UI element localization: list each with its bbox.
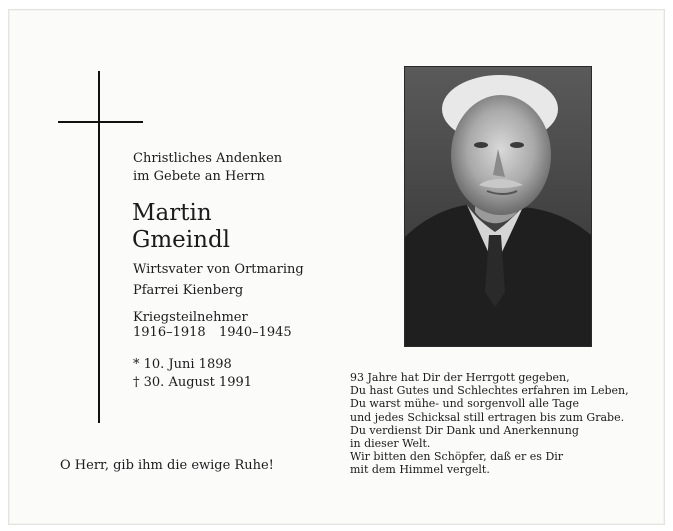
death-date: † 30. August 1991 — [133, 375, 253, 390]
header-line-1: Christliches Andenken — [133, 151, 283, 166]
poem-line: Du warst mühe- und sorgenvoll alle Tage — [350, 397, 579, 411]
service-label: Kriegsteilnehmer — [133, 310, 248, 325]
poem-line: und jedes Schicksal still ertragen bis zum Grabe. — [350, 410, 625, 424]
last-name: Gmeindl — [132, 227, 231, 253]
service-period-1: 1916–1918 — [133, 325, 206, 340]
poem-line: Du hast Gutes und Schlechtes erfahren im Leben, — [350, 384, 629, 398]
poem-line: in dieser Welt. — [350, 437, 431, 451]
portrait-photo — [404, 66, 592, 347]
poem-block — [350, 371, 629, 477]
poem-line: 93 Jahre hat Dir der Herrgott gegeben, — [350, 371, 570, 384]
parish-text: Pfarrei Kienberg — [133, 283, 244, 298]
role-text: Wirtsvater von Ortmaring — [133, 262, 304, 277]
cross-icon-horizontal — [58, 121, 143, 123]
service-period-2: 1940–1945 — [219, 325, 292, 340]
first-name: Martin — [132, 200, 212, 226]
poem-line: Du verdienst Dir Dank und Anerkennung — [350, 423, 579, 437]
prayer-text: O Herr, gib ihm die ewige Ruhe! — [60, 458, 274, 473]
birth-date: * 10. Juni 1898 — [133, 357, 232, 372]
cross-icon-vertical — [98, 71, 100, 423]
portrait-image — [405, 67, 591, 346]
header-line-2: im Gebete an Herrn — [133, 169, 265, 184]
poem-line: mit dem Himmel vergelt. — [350, 463, 490, 477]
poem-line: Wir bitten den Schöpfer, daß er es Dir — [350, 450, 564, 464]
